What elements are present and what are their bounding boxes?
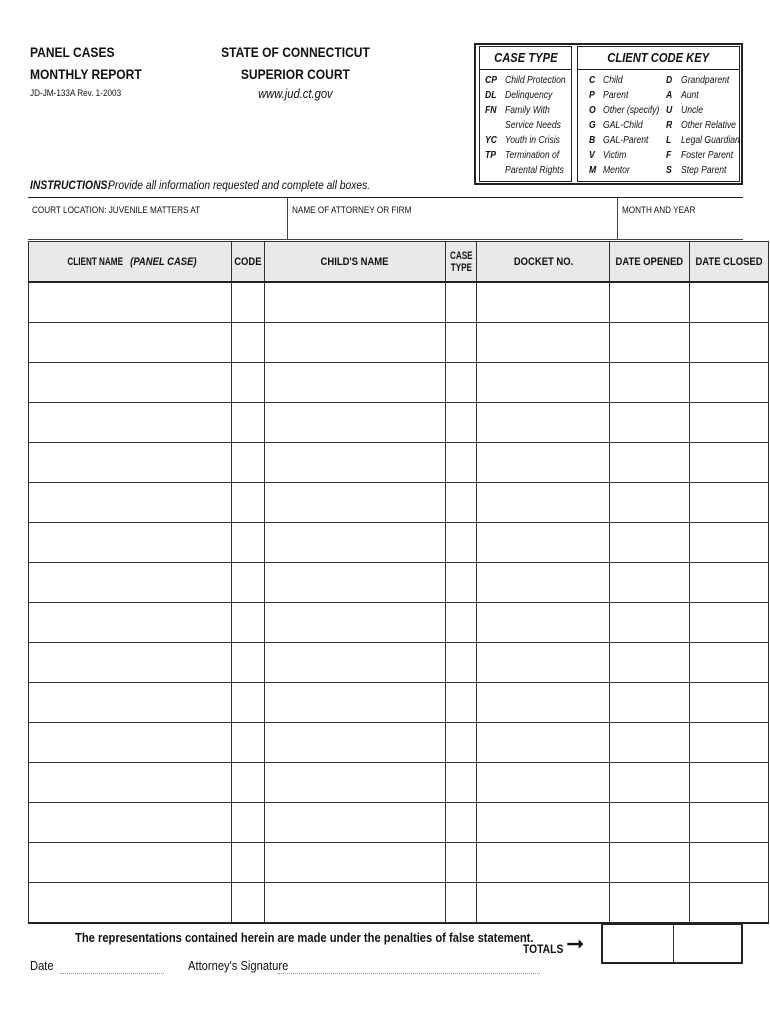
cell-date-closed[interactable] <box>689 363 768 403</box>
cell-client-name[interactable] <box>29 603 232 643</box>
table-row <box>29 323 769 363</box>
cell-code[interactable] <box>232 403 265 443</box>
key-description: Family With <box>505 105 550 116</box>
key-code: M <box>589 165 597 176</box>
cell-date-closed[interactable] <box>689 683 768 723</box>
cell-childs-name[interactable] <box>264 563 445 603</box>
cell-client-name[interactable] <box>29 723 232 763</box>
cell-docket[interactable] <box>477 363 610 403</box>
website-link[interactable]: www.jud.ct.gov <box>257 86 333 101</box>
table-row <box>29 683 769 723</box>
cell-docket[interactable] <box>477 403 610 443</box>
cell-case-type[interactable] <box>445 723 477 763</box>
key-code: R <box>666 120 673 131</box>
cell-childs-name[interactable] <box>264 683 445 723</box>
cell-docket[interactable] <box>477 603 610 643</box>
attorney-field <box>288 198 618 239</box>
cell-date-opened[interactable] <box>610 443 690 483</box>
cell-case-type[interactable] <box>445 443 477 483</box>
table-row <box>29 443 769 483</box>
cell-client-name[interactable] <box>29 523 232 563</box>
key-code: TP <box>485 150 496 161</box>
cell-date-opened[interactable] <box>610 763 690 803</box>
key-description: Youth in Crisis <box>505 135 560 146</box>
month-year-field <box>618 198 743 239</box>
cell-date-opened[interactable] <box>610 683 690 723</box>
cell-client-name[interactable] <box>29 363 232 403</box>
cell-date-opened[interactable] <box>610 723 690 763</box>
court-location-field <box>28 198 288 239</box>
cell-date-closed[interactable] <box>689 643 768 683</box>
cell-client-name[interactable] <box>29 843 232 883</box>
cell-date-opened[interactable] <box>610 363 690 403</box>
column-header-case-type: CASE TYPE <box>445 242 477 283</box>
cell-date-opened[interactable] <box>610 843 690 883</box>
cell-docket[interactable] <box>477 443 610 483</box>
instructions-text: Provide all information requested and complete all boxes. <box>108 178 371 192</box>
cell-childs-name[interactable] <box>264 603 445 643</box>
cell-childs-name[interactable] <box>264 323 445 363</box>
cell-client-name[interactable] <box>29 883 232 924</box>
cell-date-opened[interactable] <box>610 403 690 443</box>
cell-docket[interactable] <box>477 803 610 843</box>
cell-childs-name[interactable] <box>264 763 445 803</box>
cell-code[interactable] <box>232 523 265 563</box>
cell-client-name[interactable] <box>29 443 232 483</box>
key-code: L <box>666 135 672 146</box>
cell-date-closed[interactable] <box>689 603 768 643</box>
instructions-label: INSTRUCTIONS: <box>30 178 111 192</box>
cell-client-name[interactable] <box>29 763 232 803</box>
cell-client-name[interactable] <box>29 683 232 723</box>
cell-case-type[interactable] <box>445 843 477 883</box>
column-header-childs-name: CHILD'S NAME <box>264 242 445 283</box>
key-description: Service Needs <box>505 120 561 131</box>
cell-date-opened[interactable] <box>610 483 690 523</box>
key-code: YC <box>485 135 497 146</box>
cell-childs-name[interactable] <box>264 483 445 523</box>
divider <box>480 69 571 70</box>
cell-case-type[interactable] <box>445 363 477 403</box>
cell-date-closed[interactable] <box>689 723 768 763</box>
cell-date-closed[interactable] <box>689 403 768 443</box>
table-row <box>29 843 769 883</box>
case-type-key <box>479 46 572 182</box>
cell-client-name[interactable] <box>29 282 232 323</box>
cell-case-type[interactable] <box>445 683 477 723</box>
key-code: U <box>666 105 673 116</box>
table-row <box>29 803 769 843</box>
cell-case-type[interactable] <box>445 763 477 803</box>
key-code: A <box>666 90 673 101</box>
cell-case-type[interactable] <box>445 643 477 683</box>
cell-case-type[interactable] <box>445 483 477 523</box>
column-header-code: CODE <box>232 242 265 283</box>
cell-code[interactable] <box>232 803 265 843</box>
case-type-key-title: CASE TYPE <box>493 50 558 65</box>
table-row <box>29 883 769 924</box>
right-arrow-icon: ➞ <box>566 931 585 956</box>
table-header-row <box>29 242 769 283</box>
cell-date-opened[interactable] <box>610 323 690 363</box>
table-row <box>29 282 769 323</box>
cell-date-opened[interactable] <box>610 603 690 643</box>
cell-childs-name[interactable] <box>264 443 445 483</box>
cell-code[interactable] <box>232 603 265 643</box>
form-title-line1: PANEL CASES <box>30 44 115 60</box>
cell-childs-name[interactable] <box>264 723 445 763</box>
totals-label: TOTALS <box>523 942 564 956</box>
info-row <box>28 197 743 240</box>
cell-code[interactable] <box>232 363 265 403</box>
key-description: Child <box>603 75 623 86</box>
column-header-docket: DOCKET NO. <box>477 242 610 283</box>
table-row <box>29 363 769 403</box>
cell-date-closed[interactable] <box>689 763 768 803</box>
attorney-label: NAME OF ATTORNEY OR FIRM <box>292 205 412 216</box>
cell-case-type[interactable] <box>445 803 477 843</box>
key-description: Grandparent <box>681 75 730 86</box>
cell-code[interactable] <box>232 563 265 603</box>
key-description: Other (specify) <box>603 105 660 116</box>
cell-childs-name[interactable] <box>264 523 445 563</box>
column-header-date-closed: DATE CLOSED <box>689 242 768 283</box>
key-code: B <box>589 135 596 146</box>
key-code: DL <box>485 90 497 101</box>
cell-code[interactable] <box>232 643 265 683</box>
cell-code[interactable] <box>232 843 265 883</box>
divider <box>578 69 739 70</box>
cell-code[interactable] <box>232 282 265 323</box>
cell-case-type[interactable] <box>445 323 477 363</box>
key-code: CP <box>485 75 497 86</box>
cell-date-closed[interactable] <box>689 883 768 924</box>
total-opened-field[interactable] <box>603 925 674 962</box>
cell-date-closed[interactable] <box>689 563 768 603</box>
cell-code[interactable] <box>232 483 265 523</box>
cell-client-name[interactable] <box>29 643 232 683</box>
cell-date-closed[interactable] <box>689 523 768 563</box>
cell-childs-name[interactable] <box>264 843 445 883</box>
key-description: Step Parent <box>681 165 727 176</box>
key-description: GAL-Child <box>603 120 643 131</box>
cell-childs-name[interactable] <box>264 883 445 924</box>
key-code: O <box>589 105 596 116</box>
table-row <box>29 723 769 763</box>
cell-docket[interactable] <box>477 763 610 803</box>
cell-case-type[interactable] <box>445 603 477 643</box>
court-heading: SUPERIOR COURT <box>240 66 350 82</box>
cell-docket[interactable] <box>477 282 610 323</box>
cell-code[interactable] <box>232 723 265 763</box>
cell-code[interactable] <box>232 763 265 803</box>
column-header-date-opened: DATE OPENED <box>610 242 690 283</box>
cases-table <box>28 241 769 924</box>
table-row <box>29 603 769 643</box>
key-description: GAL-Parent <box>603 135 649 146</box>
cell-case-type[interactable] <box>445 282 477 323</box>
date-input[interactable] <box>60 972 164 974</box>
cell-docket[interactable] <box>477 883 610 924</box>
cell-case-type[interactable] <box>445 523 477 563</box>
key-description: Termination of <box>505 150 560 161</box>
cell-code[interactable] <box>232 683 265 723</box>
signature-label: Attorney's Signature <box>188 958 289 973</box>
totals-box <box>601 923 743 964</box>
key-description: Victim <box>603 150 627 161</box>
client-code-key <box>577 46 740 182</box>
key-description: Legal Guardian <box>681 135 740 146</box>
cell-date-closed[interactable] <box>689 323 768 363</box>
cell-date-opened[interactable] <box>610 803 690 843</box>
key-code: G <box>589 120 596 131</box>
key-description: Parental Rights <box>505 165 564 176</box>
cell-code[interactable] <box>232 323 265 363</box>
cell-date-opened[interactable] <box>610 523 690 563</box>
cell-date-opened[interactable] <box>610 282 690 323</box>
cell-childs-name[interactable] <box>264 643 445 683</box>
cell-client-name[interactable] <box>29 483 232 523</box>
key-description: Child Protection <box>505 75 566 86</box>
month-year-label: MONTH AND YEAR <box>622 205 696 216</box>
column-header-client-name: CLIENT NAME (PANEL CASE) <box>29 242 232 283</box>
date-label: Date <box>30 958 54 973</box>
cell-date-closed[interactable] <box>689 843 768 883</box>
cell-docket[interactable] <box>477 843 610 883</box>
cell-childs-name[interactable] <box>264 403 445 443</box>
cell-docket[interactable] <box>477 563 610 603</box>
cell-case-type[interactable] <box>445 563 477 603</box>
key-description: Parent <box>603 90 629 101</box>
cell-childs-name[interactable] <box>264 803 445 843</box>
cell-docket[interactable] <box>477 683 610 723</box>
form-title-line2: MONTHLY REPORT <box>30 66 142 82</box>
cell-case-type[interactable] <box>445 883 477 924</box>
cell-date-closed[interactable] <box>689 803 768 843</box>
table-row <box>29 763 769 803</box>
cell-childs-name[interactable] <box>264 363 445 403</box>
total-closed-field[interactable] <box>674 925 741 962</box>
court-location-input[interactable] <box>30 218 285 237</box>
cell-date-closed[interactable] <box>689 443 768 483</box>
key-description: Aunt <box>681 90 699 101</box>
cell-docket[interactable] <box>477 643 610 683</box>
client-code-key-title: CLIENT CODE KEY <box>607 50 710 65</box>
cell-client-name[interactable] <box>29 323 232 363</box>
cell-docket[interactable] <box>477 523 610 563</box>
penalty-statement: The representations contained herein are made under the penalties of false statement. <box>75 930 534 945</box>
cell-docket[interactable] <box>477 483 610 523</box>
month-year-input[interactable] <box>620 218 741 237</box>
attorney-input[interactable] <box>290 218 615 237</box>
cell-code[interactable] <box>232 443 265 483</box>
key-description: Mentor <box>603 165 630 176</box>
cell-date-opened[interactable] <box>610 563 690 603</box>
signature-input[interactable] <box>278 972 540 974</box>
cell-client-name[interactable] <box>29 803 232 843</box>
cell-client-name[interactable] <box>29 563 232 603</box>
cell-docket[interactable] <box>477 723 610 763</box>
table-row <box>29 403 769 443</box>
table-row <box>29 563 769 603</box>
cell-client-name[interactable] <box>29 403 232 443</box>
cell-childs-name[interactable] <box>264 282 445 323</box>
cell-date-opened[interactable] <box>610 883 690 924</box>
cell-date-closed[interactable] <box>689 282 768 323</box>
key-description: Foster Parent <box>681 150 734 161</box>
key-code: S <box>666 165 672 176</box>
form-number: JD-JM-133A Rev. 1-2003 <box>30 88 122 99</box>
key-code: F <box>666 150 672 161</box>
key-code: P <box>589 90 595 101</box>
key-code: V <box>589 150 595 161</box>
cell-date-opened[interactable] <box>610 643 690 683</box>
key-description: Other Relative <box>681 120 736 131</box>
table-row <box>29 483 769 523</box>
table-row <box>29 643 769 683</box>
cell-docket[interactable] <box>477 323 610 363</box>
key-code: D <box>666 75 673 86</box>
key-description: Uncle <box>681 105 703 116</box>
table-row <box>29 523 769 563</box>
key-code: FN <box>485 105 497 116</box>
state-heading: STATE OF CONNECTICUT <box>220 44 370 60</box>
cell-code[interactable] <box>232 883 265 924</box>
key-code: C <box>589 75 596 86</box>
table-body <box>29 282 769 923</box>
key-description: Delinquency <box>505 90 553 101</box>
cell-date-closed[interactable] <box>689 483 768 523</box>
court-location-label: COURT LOCATION: JUVENILE MATTERS AT <box>32 205 201 216</box>
cell-case-type[interactable] <box>445 403 477 443</box>
